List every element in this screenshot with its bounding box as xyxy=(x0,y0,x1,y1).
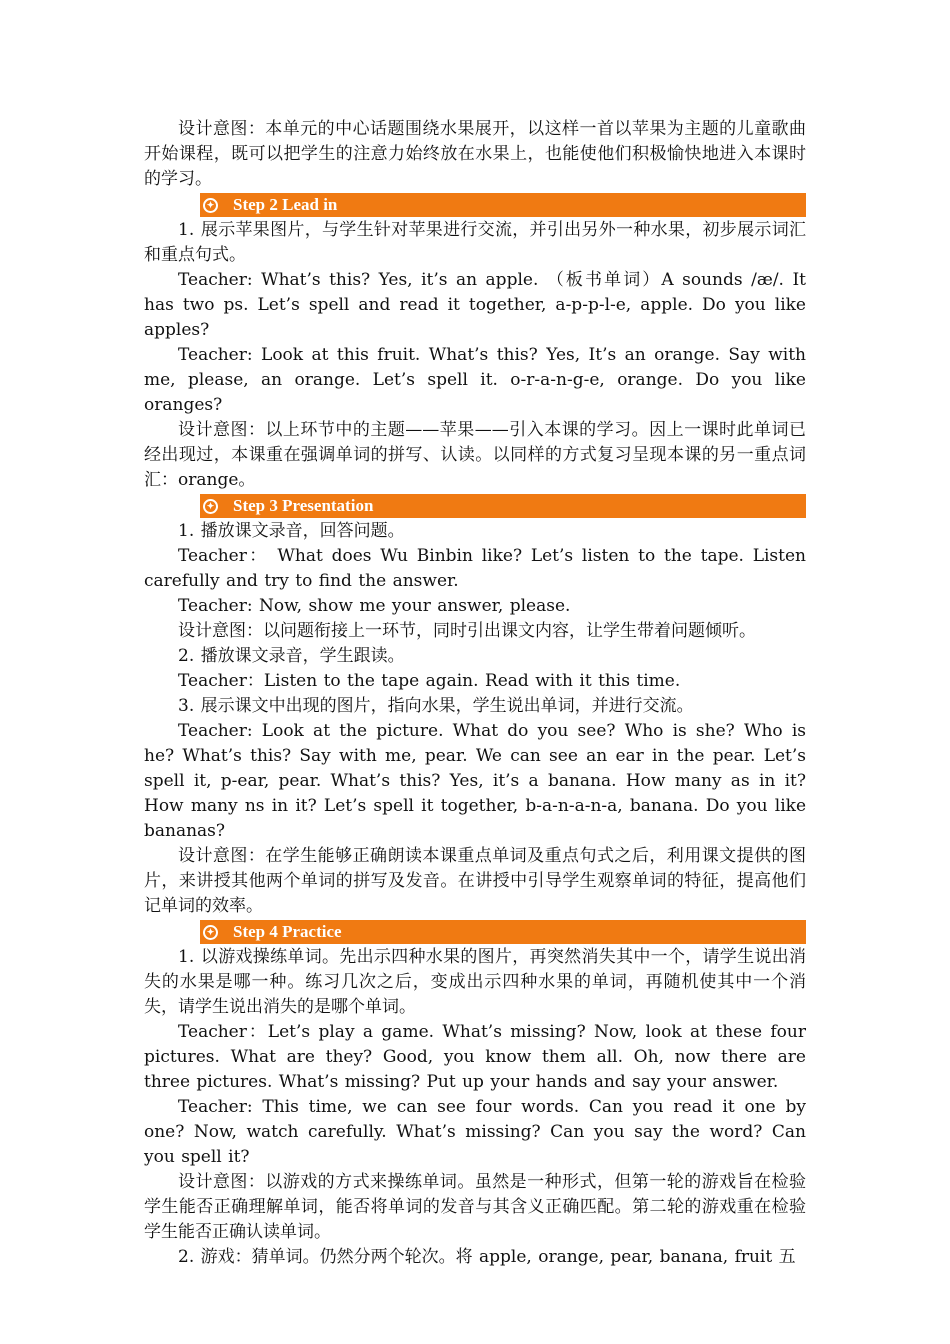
paragraph: Teacher: This time, we can see four words. Can you read it one by one? Now, watch carefully. What’s missing? Can you say the word? Can you spell it? xyxy=(144,1097,806,1167)
design-intent-paragraph: 设计意图：以游戏的方式来操练单词。虽然是一种形式，但第一轮的游戏旨在检验学生能否正确理解单词，能否将单词的发音与其含义正确匹配。第二轮的游戏重在检验学生能否正确认读单词。 xyxy=(144,1172,806,1242)
design-intent-paragraph: 设计意图：在学生能够正确朗读本课重点单词及重点句式之后，利用课文提供的图片，来讲授其他两个单词的拼写及发音。在讲授中引导学生观察单词的特征，提高他们记单词的效率。 xyxy=(144,846,806,916)
paragraph: 2. 播放课文录音，学生跟读。 xyxy=(178,646,405,666)
design-intent-paragraph: 设计意图：以上环节中的主题——苹果——引入本课的学习。因上一课时此单词已经出现过，本课重在强调单词的拼写、认读。以同样的方式复习呈现本课的另一重点词汇：orange。 xyxy=(144,420,806,490)
star-badge-icon: ✦ xyxy=(203,499,218,514)
paragraph: Teacher： What does Wu Binbin like? Let’s listen to the tape. Listen carefully and try to find the answer. xyxy=(144,546,806,591)
design-intent-paragraph: 设计意图：本单元的中心话题围绕水果展开，以这样一首以苹果为主题的儿童歌曲开始课程，既可以把学生的注意力始终放在水果上，也能使他们积极愉快地进入本课时的学习。 xyxy=(144,119,806,189)
paragraph: 2. 游戏：猜单词。仍然分两个轮次。将 apple, orange, pear, banana, fruit 五 xyxy=(178,1247,796,1267)
paragraph: Teacher: What’s this? Yes, it’s an apple. （板书单词）A sounds /æ/. It has two ps. Let’s spell and read it together, a-p-p-l-e, apple. Do you like apples? xyxy=(144,270,806,340)
document-page xyxy=(144,117,806,1270)
paragraph: 3. 展示课文中出现的图片，指向水果，学生说出单词，并进行交流。 xyxy=(178,696,694,716)
paragraph: Teacher: Look at this fruit. What’s this? Yes, It’s an orange. Say with me, please, an orange. Let’s spell it. o-r-a-n-g-e, orange. Do you like oranges? xyxy=(144,345,806,415)
paragraph: Teacher：Let’s play a game. What’s missing? Now, look at these four pictures. What are they? Good, you know them all. Oh, now there are three pictures. What’s missing? Put up your hands and say your answer. xyxy=(144,1022,806,1092)
paragraph: 1. 展示苹果图片，与学生针对苹果进行交流，并引出另外一种水果，初步展示词汇和重点句式。 xyxy=(144,220,806,265)
paragraph: Teacher: Look at the picture. What do you see? Who is she? Who is he? What’s this? Say with me, pear. We can see an ear in the pear. Let’s spell it, p-ear, pear. What’s this? Yes, it’s a banana. How many as in it? How many ns in it? Let’s spell it together, b-a-n-a-n-a, banana. Do you like bananas? xyxy=(144,721,806,841)
paragraph: Teacher: Now, show me your answer, please. xyxy=(178,596,571,616)
paragraph: Teacher：Listen to the tape again. Read with it this time. xyxy=(178,671,681,691)
paragraph: 1. 播放课文录音，回答问题。 xyxy=(178,521,405,541)
star-badge-icon: ✦ xyxy=(203,925,218,940)
step-3-header xyxy=(200,494,806,518)
design-intent-paragraph: 设计意图：以问题衔接上一环节，同时引出课文内容，让学生带着问题倾听。 xyxy=(178,621,756,641)
step-2-title: Step 2 Lead in xyxy=(233,195,338,214)
step-2-header xyxy=(200,193,806,217)
paragraph: 1. 以游戏操练单词。先出示四种水果的图片，再突然消失其中一个，请学生说出消失的水果是哪一种。练习几次之后，变成出示四种水果的单词，再随机使其中一个消失，请学生说出消失的是哪个单词。 xyxy=(144,947,806,1017)
star-badge-icon: ✦ xyxy=(203,198,218,213)
step-4-header xyxy=(200,920,806,944)
step-3-title: Step 3 Presentation xyxy=(233,496,374,515)
step-4-title: Step 4 Practice xyxy=(233,922,342,941)
